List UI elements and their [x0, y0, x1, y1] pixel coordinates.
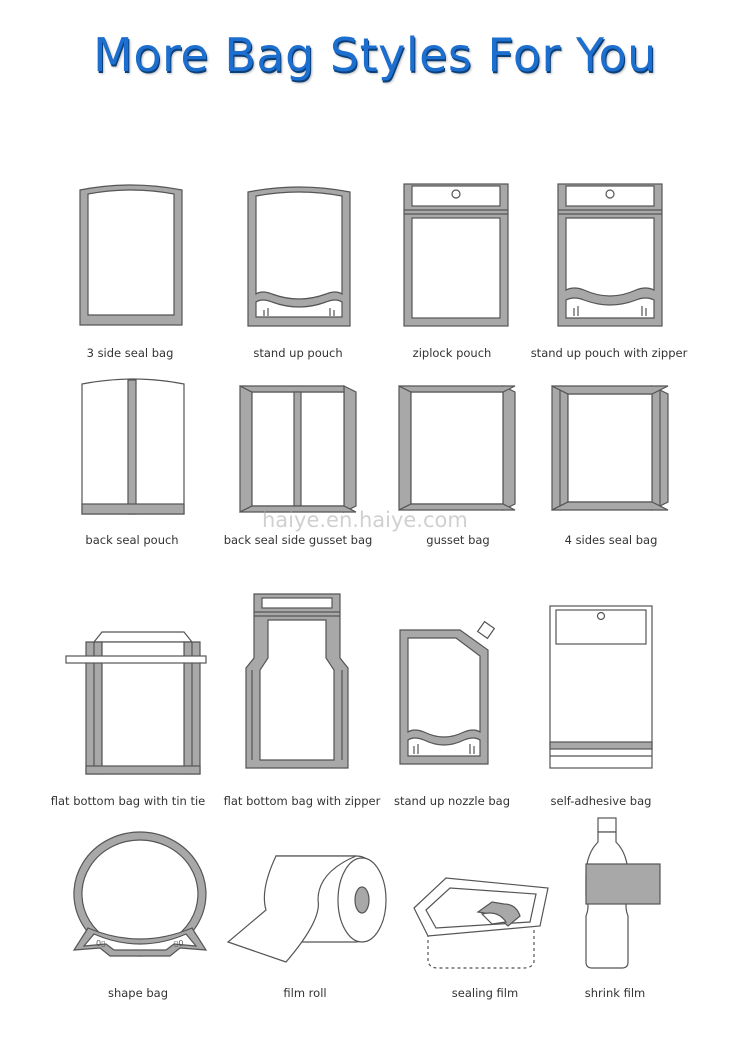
bag-label: ziplock pouch	[412, 346, 492, 360]
bag-label: self-adhesive bag	[550, 794, 652, 808]
page-title: More Bag Styles For You	[93, 28, 657, 82]
bag-label: stand up pouch	[253, 346, 343, 360]
bag-label: shape bag	[107, 986, 168, 1000]
bag-label: stand up nozzle bag	[393, 794, 510, 808]
bag-label: back seal side gusset bag	[223, 533, 373, 547]
svg-text:0▯: 0▯	[96, 939, 106, 948]
bag-label: back seal pouch	[85, 533, 179, 547]
bag-label: stand up pouch with zipper	[530, 346, 688, 360]
bag-label: sealing film	[451, 986, 519, 1000]
bag-label: gusset bag	[426, 533, 490, 547]
bag-label: 3 side seal bag	[86, 346, 174, 360]
watermark: haiye.en.haiye.com	[262, 508, 468, 532]
bag-label: flat bottom bag with zipper	[223, 794, 381, 808]
bag-label: flat bottom bag with tin tie	[50, 794, 206, 808]
bag-label: film roll	[283, 986, 327, 1000]
svg-text:▯0: ▯0	[174, 939, 184, 948]
bag-label: shrink film	[584, 986, 646, 1000]
bag-label: 4 sides seal bag	[564, 533, 658, 547]
